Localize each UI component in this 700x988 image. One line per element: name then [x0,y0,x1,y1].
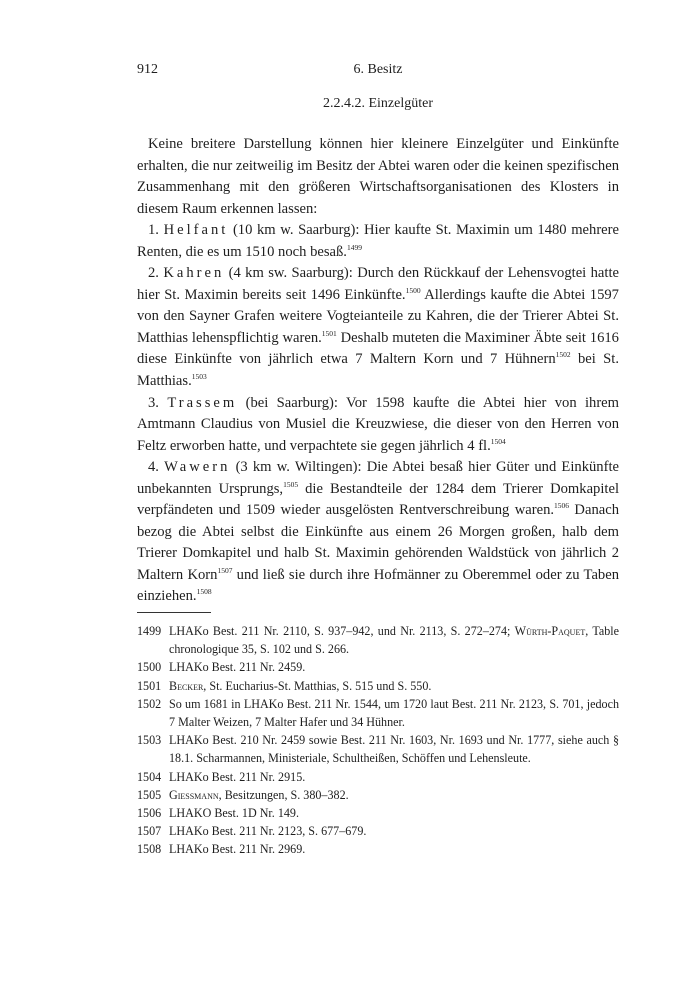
paragraph-text: und ließ sie durch ihre Hofmänner zu Oberemmel oder zu Taben einziehen. [137,566,619,605]
author-name: Becker [169,678,204,693]
place-name: Kahren [163,265,225,282]
paragraph-text: Allerdings kaufte die Abtei 1597 von den Sayner Grafen weitere Vogteianteile zu Kahren, die der Trierer Abtei St. Matthias lehenspflichtig waren. [137,286,619,346]
footnote-1504 [137,768,619,786]
paragraph-text: (bei Saarburg): Vor 1598 kaufte die Abtei hier von ihrem Amtmann Claudius von Musiel die Kreuzwiese, die dieser von den Herren von Feltz erworben hatte, und verpachtete sie gegen jährlich 4 fl. [137,394,620,454]
footnote-text-part: , Besitzungen, S. 380–382. [218,787,349,802]
footnote-number: 1504 [137,769,162,784]
footnote-1502 [137,695,619,731]
footnote-text-part: LHAKo Best. 211 Nr. 2110, S. 937–942, und Nr. 2113, S. 272–274; [169,624,515,638]
footnote-number: 1501 [137,678,162,693]
place-name: Wawern [164,459,231,476]
footnote-number: 1499 [137,624,162,638]
footnote-text [169,677,619,695]
footnote-ref: 1501 [321,328,337,338]
footnote-ref: 1500 [405,285,421,295]
section-heading: 2.2.4.2. Einzelgüter [322,96,434,111]
footnote-text: LHAKO Best. 1D Nr. 149. [169,806,300,821]
footnote-1507 [137,822,619,840]
footnote-1499 [137,622,619,658]
footnote-text: So um 1681 in LHAKo Best. 211 Nr. 1544, um 1720 laut Best. 211 Nr. 2123, S. 701, jedoch 7 Malter Weizen, 7 Malter Hafer und 34 Hühner. [169,696,619,730]
footnote-number: 1503 [137,733,162,748]
footnote-1506 [137,804,619,822]
footnote-ref: 1504 [490,436,506,446]
footnote-ref: 1506 [554,501,570,511]
footnote-1500 [137,658,619,676]
footnote-ref: 1508 [196,587,212,597]
footnote-ref: 1502 [555,350,571,360]
footnote-ref: 1503 [191,372,207,382]
footnote-text-part: , Table chronologique 35, S. 102 und S. 266. [169,624,620,657]
running-head [137,62,619,84]
place-name: Helfant [163,222,229,239]
footnote-ref: 1505 [283,479,299,489]
footnote-number: 1506 [137,806,162,821]
author-name: Würth-Paquet [514,624,586,638]
footnote-ref: 1507 [217,565,233,575]
footnote-ref: 1499 [346,242,362,252]
footnote-1508 [137,840,619,858]
footnote-text: LHAKo Best. 211 Nr. 2459. [169,660,306,675]
footnote-number: 1508 [137,842,162,857]
chapter-title: 6. Besitz [353,62,403,77]
paragraph-trassem [137,393,619,458]
item-number: 1. [148,222,159,239]
footnote-text [169,786,619,804]
footnote-number: 1500 [137,660,162,675]
footnote-number: 1505 [137,787,162,802]
item-number: 3. [148,394,159,411]
author-name: Giessmann [169,787,219,802]
place-name: Trassem [167,394,238,411]
item-number: 2. [148,265,159,282]
footnote-text-part: , St. Eucharius-St. Matthias, S. 515 und S. 550. [203,678,432,693]
footnote-1501 [137,677,619,695]
footnote-number: 1502 [137,696,162,711]
page-number: 912 [137,62,158,77]
footnote-text: LHAKo Best. 210 Nr. 2459 sowie Best. 211 Nr. 1603, Nr. 1693 und Nr. 1777, siehe auch § 18.1. Scharmannen, Ministeriale, Schultheißen, Schöffen und Lehensleute. [169,733,619,766]
footnote-text [169,622,619,658]
footnote-1503 [137,731,619,767]
footnote-number: 1507 [137,824,162,839]
paragraph-kahren [137,263,619,392]
paragraph-text: (10 km w. Saarburg): Hier kaufte St. Maximin um 1480 mehrere Renten, die es um 1510 noch besaß. [137,222,619,260]
footnote-divider [137,612,211,613]
footnote-text: LHAKo Best. 211 Nr. 2969. [169,842,306,857]
footnotes [137,622,619,859]
paragraph-text: Deshalb muteten die Maximiner Äbte seit 1616 diese Einkünfte von jährlich etwa 7 Maltern Korn und 7 Hühnern [137,329,619,368]
item-number: 4. [148,459,159,476]
paragraph-text: bei St. Matthias. [137,351,619,390]
intro-paragraph: Keine breitere Darstellung können hier kleinere Einzelgüter und Einkünfte erhalten, die nur zeitweilig im Besitz der Abtei waren oder die keinen spezifischen Zusammenhang mit den größeren Wirtschaftsorganisationen des Klosters in diesem Raum erkennen lassen: [137,136,619,217]
paragraph-text: (4 km sw. Saarburg): Durch den Rückkauf der Lehensvogtei hatte hier St. Maximin bereits seit 1496 Einkünfte. [137,265,619,303]
paragraph-text: die Bestandteile der 1284 dem Trierer Domkapitel verpfändeten und 1509 wieder ausgelösten Rentverschreibung waren. [137,480,619,519]
paragraph-wawern [137,457,619,608]
paragraph-text: (3 km w. Wiltingen): Die Abtei besaß hier Güter und Einkünfte unbekannten Ursprungs, [137,459,619,497]
footnote-text: LHAKo Best. 211 Nr. 2915. [169,769,306,784]
paragraph-text: Danach bezog die Abtei selbst die Einkünfte aus einem 26 Morgen großen, halb dem Trierer Domkapitel und halb St. Maximin gehörenden Waldstück von jährlich 2 Maltern Korn [137,502,619,583]
footnote-text: LHAKo Best. 211 Nr. 2123, S. 677–679. [169,824,367,839]
body-text [137,134,619,608]
footnote-1505 [137,786,619,804]
paragraph-helfant [137,220,619,263]
